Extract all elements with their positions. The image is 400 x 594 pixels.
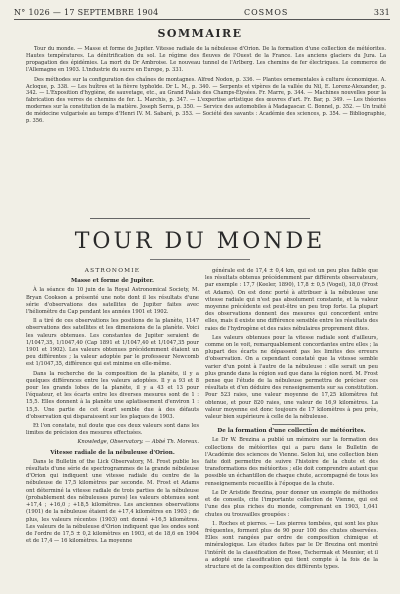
article-paragraph: générale est de 17,4 ± 0,4 km, qui est un peu plus faible que les résultats obtenus précédemment par différents observateurs, par exemple : 17,7 (Keeler, 1890), 17,8 ± 0,5 (Vogel), 18,0 (Frost et Adams). On est donc porté à attribuer à la nébuleuse une vitesse radiale qui n'est pas absolument constante, et la valeur moyenne précédente est peut-être un peu trop forte. La plupart des observations donnent des mesures qui concordent entre elles, mais il existe une différence sensible entre les résultats des raies de l'hydrogène et des raies nébulaires proprement dites. [205,268,378,332]
article-paragraph: Il a tiré de ces observations les positions de la planète, 1147 observations des satellites et les dimensions de la planète. Voici les valeurs obtenues. Les constantes de Jupiter seraient de 1/1047,35, 1/1047,40 (Cap 1891 et 1/1047,40 et 1/1047,35 pour 1901 et 1902). Les valeurs obtenues précédemment étaient un peu différentes ; la valeur adoptée par le professeur Newcomb est 1/1047,35, différence qui est minime en elle-même. [26,318,199,368]
left-column [26,268,199,547]
section-divider [90,218,310,219]
article-paragraph: Dans le Bulletin of the Lick Observatory, M. Frost publie les résultats d'une série de spectrogrammes de la grande nébuleuse d'Orion qui indiquent une vitesse radiale du centre de la nébuleuse de 17,5 kilomètres par seconde. M. Frost et Adams ont déterminé la vitesse radiale de trois parties de la nébuleuse (probablement des nébuleuses pures) les valeurs obtenues sont +17,4 ; +16,0 ; +18,5 kilomètres. Les anciennes observations (1901) de la nébuleuse étaient de +17,4 kilomètres en 1903 ; de plus, les valeurs récentes (1903) ont donné +16,5 kilomètres. Les valeurs de la nébuleuse d'Orion indiquent que les ondes sont de l'ordre de 17,5 ± 0,2 kilomètres en 1903, et de 18,6 en 1904 et de 17,4 — 16 kilomètres. La moyenne [26,458,199,545]
right-column [205,268,378,573]
sommaire-paragraph-2: Des méthodes sur la configuration des chaînes de montagnes. Alfred Nodon, p. 336. — Plantes ornementales à culture économique. A. Acloque, p. 338. — Les huîtres et la fièvre typhoïde. Dr L. M., p. 340. — Serpents et vipères de la vallée du Nil, E. Lorenz-Alexander, p. 342. — L'Exposition d'hygiène, de sauvetage, etc., au Grand Palais des Champs-Élysées. Fr. Marre, p. 344. — Machines nouvelles pour la fabrication des verres de chemins de fer. L. Marchis, p. 347. — L'expertise artistique des œuvres d'art. Fr. Bar, p. 349. — Les théories modernes sur la constitution de la matière. Joseph Serra, p. 350. — Service des automobiles à Madagascar. C. Bonnel, p. 352. — Un traité de médecine vulgarisée au temps d'Henri IV. M. Sabaré, p. 353. — Société des savants : Académie des sciences, p. 354. — Bibliographie, p. 356. [26,76,386,125]
article-signature: Knowledge, Observatory. — Abbé Th. Moreux. [77,439,199,446]
sommaire-paragraph-1: Tour du monde. — Masse et forme de Jupiter. Vitesse radiale de la nébuleuse d'Orion. De la formation d'une collection de météorites. Hautes températures. La dénitrification du sol. Le régime des fleuves de l'Ouest de la France. Les anciens glaciers du Jura. La propagation des épidémies. La mort du Dr Ambroise. Le nouveau tunnel de l'Arlberg. Les chemins de fer électriques. Le commerce de l'Allemagne en 1903. L'industrie du sucre en Europe, p. 331. [26,46,386,73]
title-underline [150,259,250,260]
sommaire-heading: SOMMAIRE [157,27,243,40]
article-paragraph: À la séance du 10 juin de la Royal Astronomical Society, M. Bryan Cookson a présenté une note dont il les résultats d'une série d'observations des satellites de Jupiter faites avec l'héliomètre du Cap pendant les années 1901 et 1902. [26,287,199,316]
article-divider [272,424,312,425]
article-title-meteorites: De la formation d'une collection de météorites. [217,428,366,435]
page-number: 331 [373,7,390,17]
issue-date: N° 1026 — 17 SEPTEMBRE 1904 [14,7,159,17]
journal-name: COSMOS [243,7,289,17]
running-header [14,6,390,18]
article-paragraph: Les valeurs obtenues pour la vitesse radiale sont d'ailleurs, comme on le voit, remarquablement concordantes entre elles ; la plupart des écarts ne dépassent pas les limites des erreurs d'observation. On a cependant constaté que la vitesse semble varier d'un point à l'autre de la nébuleuse : elle serait un peu plus grande dans la région sud que dans la région nord. M. Frost pense que l'étude de la nébuleuse permettra de préciser ces résultats et d'en déduire des renseignements sur sa constitution. Pour 523 raies, une valeur moyenne de 17,25 kilomètres fut obtenue, et pour 820 raies, une valeur de 16,9 kilomètres. La valeur moyenne est donc toujours de 17 kilomètres à peu près, valeur bien supérieure à celle de la nébuleuse. [205,334,378,421]
article-paragraph: Et l'on constate, nul doute que ces deux valeurs sont dans les limites de précision des mesures effectuées. [26,423,199,437]
rubric-heading: ASTRONOMIE [84,268,141,274]
article-paragraph: 1. Roches et pierres. — Les pierres tombées, qui sont les plus fréquentes, forment plus de 90 pour 100 des chutes observées. Elles sont rangées par ordre de composition chimique et minéralogique. Les études faites par le Dr Brezina ont montré l'intérêt de la classification de Rose, Tschermak et Meunier, et il a adopté une classification qui tient compte à la fois de la structure et de la composition des différents types. [205,520,378,570]
article-title-jupiter: Masse et forme de Jupiter. [71,278,154,285]
section-title: TOUR DU MONDE [74,229,326,254]
sommaire-body [26,46,386,128]
article-paragraph: Le Dr Aristide Brezina, pour donner un exemple de méthodes et de conseils, cite l'importante collection de Vienne, qui est l'une des plus riches du monde, comprenant en 1903, 1,041 chutes ou trouvailles groupées : [205,489,378,518]
article-paragraph: Dans la recherche de la composition de la planète, il y a quelques différences entre les valeurs adoptées. Il y a 93 et 8 pour les grands lobes de la planète, il y a 43 et 13 pour l'équateur, et les écarts entre les diverses mesures sont de 1 : 15,5. Elles donnent à la planète une aplatissement d'environ 1 : 15,5. Une partie de cet écart semble due à des défauts d'observation qui disparaissent sur les plaques de 1903. [26,370,199,420]
article-title-orion: Vitesse radiale de la nébuleuse d'Orion. [50,449,175,456]
header-rule [14,19,390,20]
article-paragraph: Le Dr W. Brezina a publié un mémoire sur la formation des collections de météorites qui a paru dans le Bulletin de l'Académie des sciences de Vienne. Selon lui, une collection bien faite doit permettre de suivre l'histoire de la chute et des transformations des météorites ; elle doit comprendre autant que possible un échantillon de chaque chute, accompagné de tous les renseignements recueillis à l'époque de la chute. [205,437,378,487]
